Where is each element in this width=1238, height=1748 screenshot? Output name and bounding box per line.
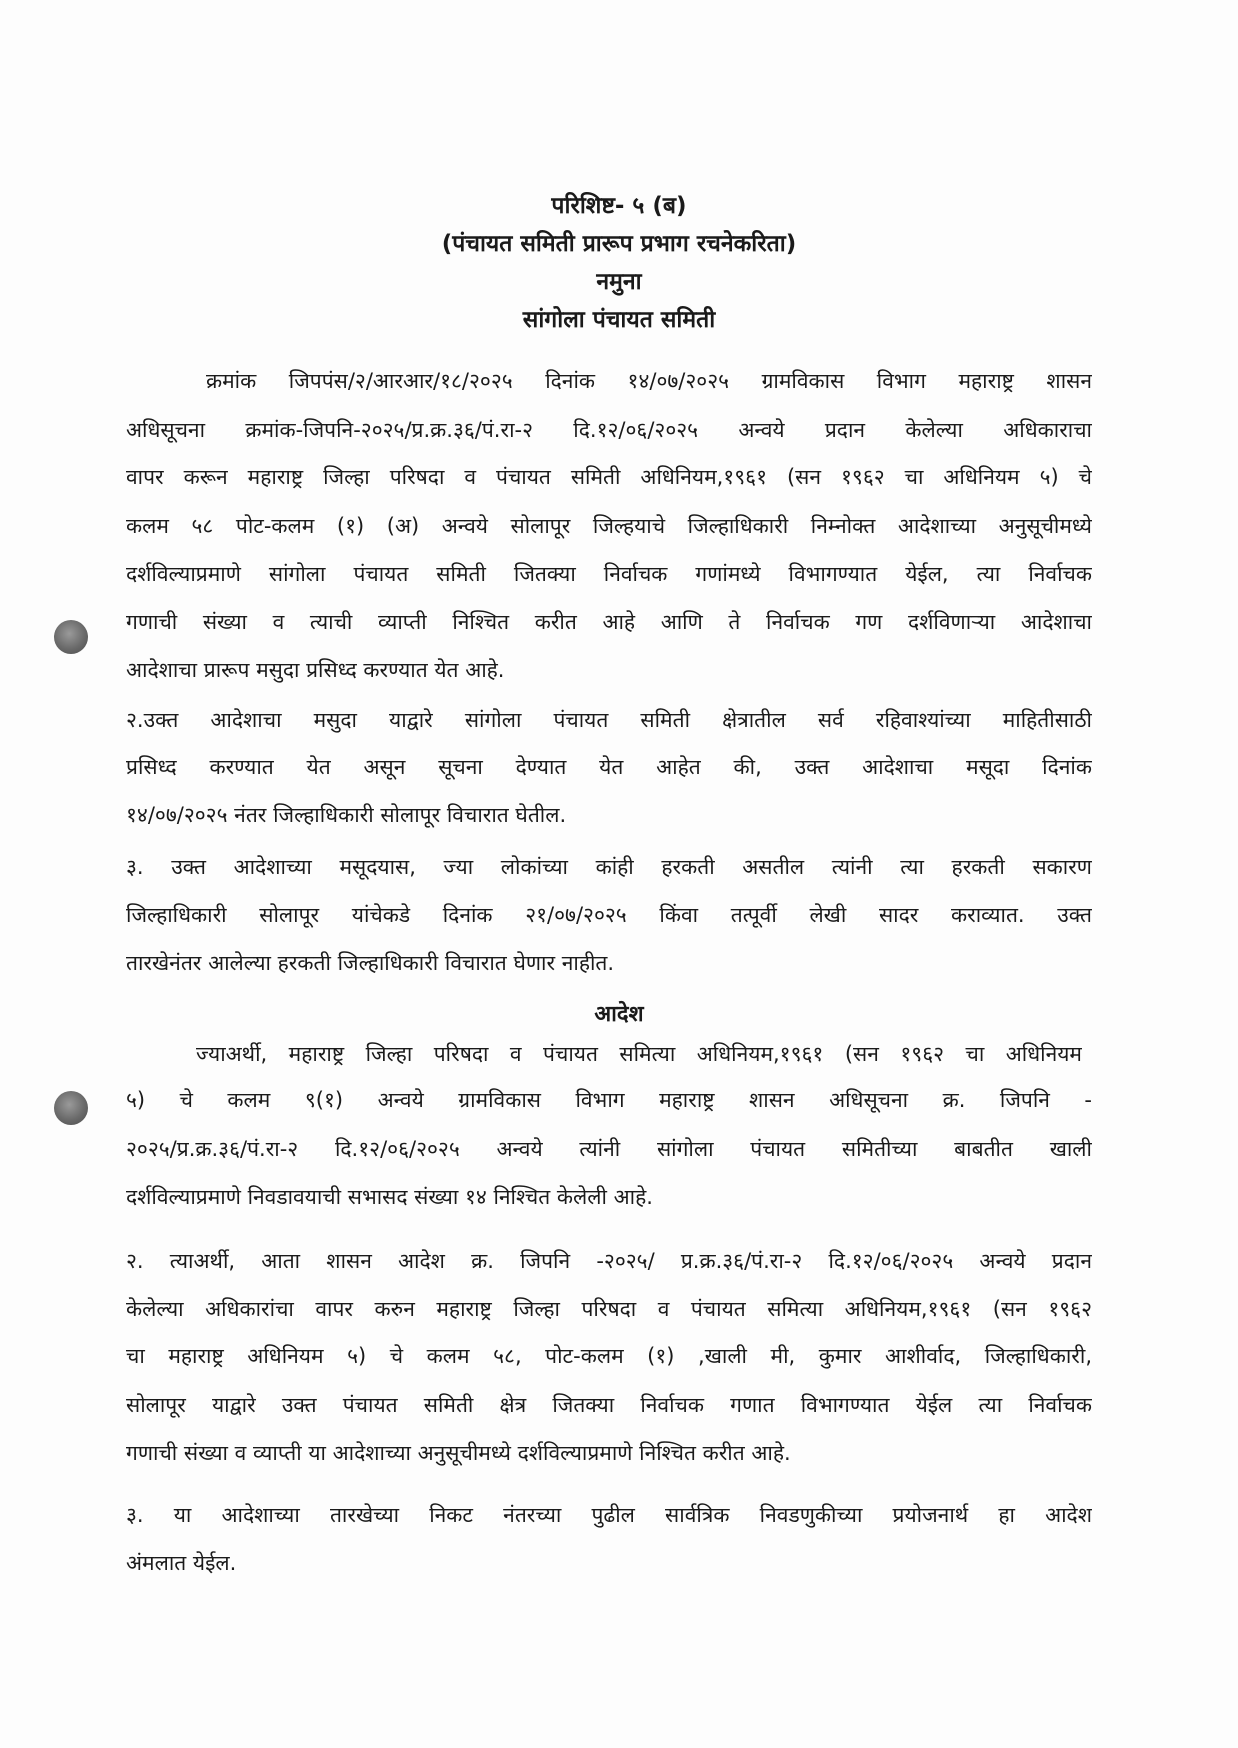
para3-line: तारखेनंतर आलेल्या हरकती जिल्हाधिकारी विचारात घेणार नाहीत.: [126, 951, 615, 975]
para2-line: प्रसिध्द करण्यात येत असून सूचना देण्यात येत आहेत की, उक्त आदेशाचा मसूदा दिनांक: [126, 755, 1092, 779]
para3-line: जिल्हाधिकारी सोलापूर यांचेकडे दिनांक २१/०७/२०२५ किंवा तत्पूर्वी लेखी सादर कराव्यात. उक्त: [126, 903, 1092, 927]
para1-line: दर्शविल्याप्रमाणे सांगोला पंचायत समिती जितक्या निर्वाचक गणांमध्ये विभागण्यात येईल, त्या निर्वाचक: [126, 562, 1092, 586]
para5-line: चा महाराष्ट्र अधिनियम ५) चे कलम ५८, पोट-कलम (१) ,खाली मी, कुमार आशीर्वाद, जिल्हाधिकारी,: [126, 1344, 1092, 1368]
para5-line: २. त्याअर्थी, आता शासन आदेश क्र. जिपनि -२०२५/ प्र.क्र.३६/पं.रा-२ दि.१२/०६/२०२५ अन्वये प्रदान: [126, 1249, 1092, 1273]
order-heading: आदेश: [594, 1002, 644, 1027]
sample-label: नमुना: [596, 269, 642, 295]
para1-line: अधिसूचना क्रमांक-जिपनि-२०२५/प्र.क्र.३६/पं.रा-२ दि.१२/०६/२०२५ अन्वये प्रदान केलेल्या अधिकाराचा: [126, 418, 1092, 442]
para4-line: ५) चे कलम ९(१) अन्वये ग्रामविकास विभाग महाराष्ट्र शासन अधिसूचना क्र. जिपनि -: [126, 1088, 1092, 1112]
para4-line: ज्याअर्थी, महाराष्ट्र जिल्हा परिषदा व पंचायत समित्या अधिनियम,१९६१ (सन १९६२ चा अधिनियम: [196, 1042, 1082, 1066]
para1-line: कलम ५८ पोट-कलम (१) (अ) अन्वये सोलापूर जिल्हयाचे जिल्हाधिकारी निम्नोक्त आदेशाच्या अनुसूचीमध्ये: [126, 514, 1092, 538]
punch-hole-top: [54, 620, 88, 654]
para4-line: २०२५/प्र.क्र.३६/पं.रा-२ दि.१२/०६/२०२५ अन्वये त्यांनी सांगोला पंचायत समितीच्या बाबतीत खाली: [126, 1137, 1092, 1161]
para5-line: सोलापूर याद्वारे उक्त पंचायत समिती क्षेत्र जितक्या निर्वाचक गणात विभागण्यात येईल त्या निर्वाचक: [126, 1393, 1092, 1417]
para3-line: ३. उक्त आदेशाच्या मसूदयास, ज्या लोकांच्या कांही हरकती असतील त्यांनी त्या हरकती सकारण: [126, 855, 1092, 879]
para2-line: २.उक्त आदेशाचा मसुदा याद्वारे सांगोला पंचायत समिती क्षेत्रातील सर्व रहिवाश्यांच्या माहितीसाठी: [126, 708, 1092, 732]
para1-line: गणाची संख्या व त्याची व्याप्ती निश्चित करीत आहे आणि ते निर्वाचक गण दर्शविणाऱ्या आदेशाचा: [126, 610, 1092, 634]
para1-line: आदेशाचा प्रारूप मसुदा प्रसिध्द करण्यात येत आहे.: [126, 658, 505, 682]
appendix-title: परिशिष्ट- ५ (ब): [551, 193, 687, 219]
para5-line: केलेल्या अधिकारांचा वापर करुन महाराष्ट्र जिल्हा परिषदा व पंचायत समित्या अधिनियम,१९६१ (सन १९६२: [126, 1297, 1092, 1321]
para2-line: १४/०७/२०२५ नंतर जिल्हाधिकारी सोलापूर विचारात घेतील.: [126, 803, 567, 827]
para5-line: गणाची संख्या व व्याप्ती या आदेशाच्या अनुसूचीमध्ये दर्शविल्याप्रमाणे निश्चित करीत आहे.: [126, 1441, 791, 1465]
para1-line: वापर करून महाराष्ट्र जिल्हा परिषदा व पंचायत समिती अधिनियम,१९६१ (सन १९६२ चा अधिनियम ५) चे: [126, 465, 1092, 489]
para6-line: ३. या आदेशाच्या तारखेच्या निकट नंतरच्या पुढील सार्वत्रिक निवडणुकीच्या प्रयोजनार्थ हा आदेश: [126, 1503, 1092, 1527]
committee-name: सांगोला पंचायत समिती: [522, 307, 716, 333]
para1-line: क्रमांक जिपपंस/२/आरआर/१८/२०२५ दिनांक १४/०७/२०२५ ग्रामविकास विभाग महाराष्ट्र शासन: [206, 369, 1092, 393]
para4-line: दर्शविल्याप्रमाणे निवडावयाची सभासद संख्या १४ निश्चित केलेली आहे.: [126, 1185, 653, 1209]
punch-hole-bottom: [54, 1091, 88, 1125]
para6-line: अंमलात येईल.: [126, 1551, 237, 1575]
appendix-subtitle: (पंचायत समिती प्रारूप प्रभाग रचनेकरिता): [441, 231, 797, 257]
